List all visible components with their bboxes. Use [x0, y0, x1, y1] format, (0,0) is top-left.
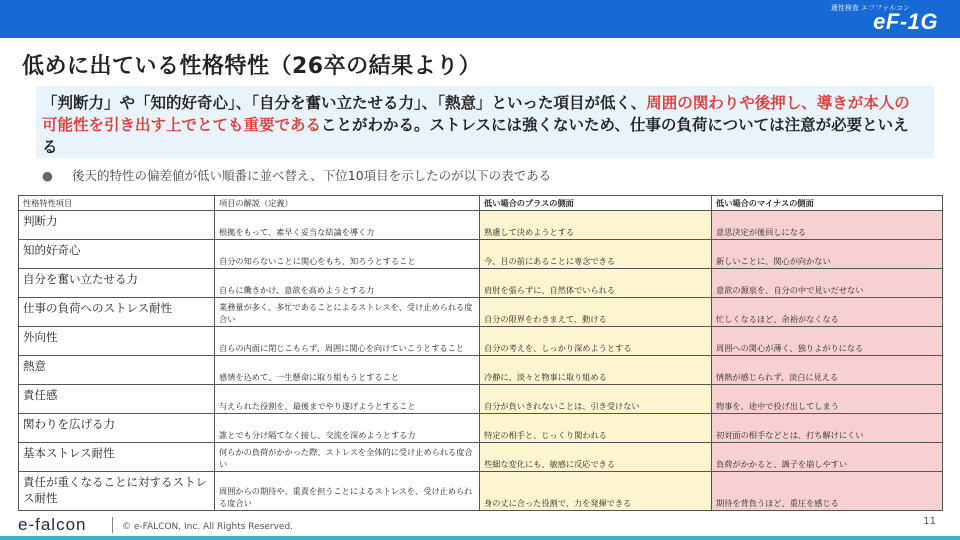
table-row	[19, 472, 943, 511]
summary-callout	[36, 86, 934, 158]
header-definition: 項目の解説（定義）	[215, 196, 480, 211]
header-trait: 性格特性項目	[19, 196, 215, 211]
bullet-text: 後天的特性の偏差値が低い順番に並べ替え、下位10項目を示したのが以下の表である	[72, 168, 552, 183]
minus-cell: 周囲への関心が薄く、独りよがりになる	[712, 327, 943, 356]
table-row	[19, 356, 943, 385]
table-row	[19, 327, 943, 356]
table-row	[19, 211, 943, 240]
minus-cell: 情熱が感じられず、淡白に見える	[712, 356, 943, 385]
definition-cell: 自分の知らないことに関心をもち、知ろうとすること	[215, 240, 480, 269]
plus-cell: 熟慮して決めようとする	[480, 211, 712, 240]
definition-cell: 自らに働きかけ、意欲を高めようとする力	[215, 269, 480, 298]
table-header-row	[19, 196, 943, 211]
bottom-accent-line	[0, 536, 960, 540]
table-body	[19, 211, 943, 511]
traits-table	[18, 195, 943, 511]
minus-cell: 新しいことに、関心が向かない	[712, 240, 943, 269]
plus-cell: 些細な変化にも、敏感に反応できる	[480, 443, 712, 472]
bullet-dot-icon: ●	[42, 168, 53, 183]
trait-cell: 知的好奇心	[19, 240, 215, 269]
plus-cell: 特定の相手と、じっくり関われる	[480, 414, 712, 443]
definition-cell: 業務量が多く、多忙であることによるストレスを、受け止められる度合い	[215, 298, 480, 327]
definition-cell: 周囲からの期待や、重責を担うことによるストレスを、受け止められる度合い	[215, 472, 480, 511]
minus-cell: 期待を背負うほど、重圧を感じる	[712, 472, 943, 511]
table-row	[19, 298, 943, 327]
brand-logo: eF-1G	[873, 9, 938, 34]
trait-cell: 責任感	[19, 385, 215, 414]
plus-cell: 身の丈に合った役割で、力を発揮できる	[480, 472, 712, 511]
table-row	[19, 443, 943, 472]
plus-cell: 自分の考えを、しっかり深めようとする	[480, 327, 712, 356]
trait-cell: 判断力	[19, 211, 215, 240]
definition-cell: 感情を込めて、一生懸命に取り組もうとすること	[215, 356, 480, 385]
footer-logo: e-falcon	[18, 515, 87, 534]
brand-tagline: 適性検査 エフファルコン	[830, 4, 910, 12]
table-row	[19, 240, 943, 269]
plus-cell: 今、目の前にあることに専念できる	[480, 240, 712, 269]
table-row	[19, 385, 943, 414]
plus-cell: 自分が負いきれないことは、引き受けない	[480, 385, 712, 414]
plus-cell: 自分の限界をわきまえて、動ける	[480, 298, 712, 327]
callout-text-1: 「判断力」や「知的好奇心」、「自分を奮い立たせる力」、「熱意」といった項目が低く、	[42, 94, 647, 112]
callout-text-2: ことがわかる。ストレスには強くないため、仕事の負荷については注意が必要といえる	[42, 116, 909, 156]
minus-cell: 意思決定が後回しになる	[712, 211, 943, 240]
bullet-note	[42, 166, 551, 184]
header-bar	[0, 0, 960, 38]
trait-cell: 関わりを広げる力	[19, 414, 215, 443]
page-number: 11	[923, 516, 936, 527]
minus-cell: 物事を、途中で投げ出してしまう	[712, 385, 943, 414]
trait-cell: 自分を奮い立たせる力	[19, 269, 215, 298]
minus-cell: 初対面の相手などとは、打ち解けにくい	[712, 414, 943, 443]
page-title: 低めに出ている性格特性（26卒の結果より）	[22, 54, 482, 79]
definition-cell: 根拠をもって、素早く妥当な結論を導く力	[215, 211, 480, 240]
plus-cell: 冷静に、淡々と物事に取り組める	[480, 356, 712, 385]
definition-cell: 誰とでも分け隔てなく接し、交流を深めようとする力	[215, 414, 480, 443]
plus-cell: 肩肘を張らずに、自然体でいられる	[480, 269, 712, 298]
minus-cell: 意欲の源泉を、自分の中で見いだせない	[712, 269, 943, 298]
definition-cell: 自らの内面に閉じこもらず、周囲に関心を向けていこうとすること	[215, 327, 480, 356]
footer-divider	[112, 517, 113, 533]
minus-cell: 負荷がかかると、調子を崩しやすい	[712, 443, 943, 472]
table-row	[19, 269, 943, 298]
header-plus: 低い場合のプラスの側面	[480, 196, 712, 211]
definition-cell: 与えられた役割を、最後までやり遂げようとすること	[215, 385, 480, 414]
trait-cell: 熱意	[19, 356, 215, 385]
trait-cell: 外向性	[19, 327, 215, 356]
header-minus: 低い場合のマイナスの側面	[712, 196, 943, 211]
definition-cell: 何らかの負荷がかかった際、ストレスを全体的に受け止められる度合い	[215, 443, 480, 472]
footer-copyright: © e-FALCON, Inc. All Rights Reserved.	[122, 522, 294, 532]
trait-cell: 基本ストレス耐性	[19, 443, 215, 472]
trait-cell: 仕事の負荷へのストレス耐性	[19, 298, 215, 327]
table-row	[19, 414, 943, 443]
callout-highlight: 周囲の関わりや後押し、導きが本人の可能性を引き出す上でとても重要である	[42, 94, 910, 134]
trait-cell: 責任が重くなることに対するストレス耐性	[19, 472, 215, 511]
minus-cell: 忙しくなるほど、余裕がなくなる	[712, 298, 943, 327]
